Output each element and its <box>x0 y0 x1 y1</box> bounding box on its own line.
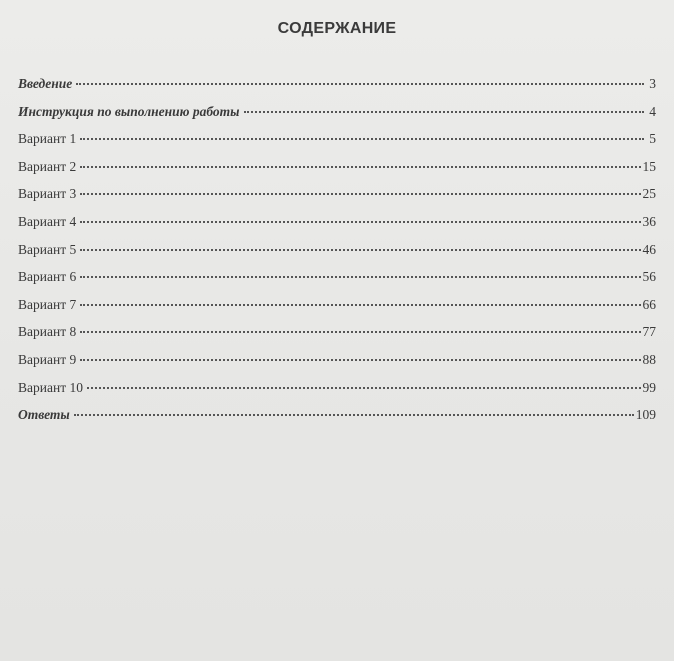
toc-entry-label: Вариант 8 <box>18 324 77 340</box>
toc-entry-page: 99 <box>642 379 656 395</box>
toc-entry-page: 15 <box>642 158 656 174</box>
toc-entry-label: Вариант 9 <box>18 351 77 367</box>
toc-entry-page: 109 <box>635 407 656 423</box>
toc-entry-label: Вариант 4 <box>18 213 77 229</box>
toc-entry-variant-9 <box>18 352 656 380</box>
toc-entry-page: 5 <box>649 131 656 147</box>
dot-leader <box>80 221 640 223</box>
toc-entry-variant-3 <box>18 186 656 214</box>
toc-entry-label: Вариант 10 <box>18 379 83 395</box>
dot-leader <box>80 359 640 361</box>
dot-leader <box>80 276 640 278</box>
dot-leader <box>80 249 640 251</box>
toc-entry-page: 56 <box>642 269 656 285</box>
toc-entry-label: Вариант 6 <box>18 269 77 285</box>
toc-entry-variant-4 <box>18 214 656 242</box>
toc-entry-instructions <box>18 104 656 132</box>
toc-entry-label: Ответы <box>18 407 70 423</box>
dot-leader <box>87 387 641 389</box>
dot-leader <box>76 83 644 85</box>
toc-entry-variant-5 <box>18 242 656 270</box>
toc-entry-label: Вариант 5 <box>18 241 77 257</box>
toc-entry-variant-1 <box>18 131 656 159</box>
dot-leader <box>80 138 644 140</box>
toc-entry-label: Введение <box>18 76 73 91</box>
toc-entry-page: 88 <box>642 351 656 367</box>
toc-entry-page: 66 <box>642 296 656 312</box>
toc-entry-page: 4 <box>649 103 656 119</box>
dot-leader <box>244 111 644 113</box>
toc-entry-variant-8 <box>18 324 656 352</box>
toc-entry-answers <box>18 407 656 435</box>
toc-entry-page: 46 <box>642 241 656 257</box>
toc-entry-page: 77 <box>642 324 656 340</box>
dot-leader <box>80 304 640 306</box>
toc-entry-page: 3 <box>649 76 656 91</box>
toc-entry-variant-6 <box>18 269 656 297</box>
toc-entry-page: 36 <box>642 213 656 229</box>
dot-leader <box>74 414 634 416</box>
toc-entry-label: Инструкция по выполнению работы <box>18 103 240 119</box>
toc-entry-label: Вариант 7 <box>18 296 77 312</box>
page-title: СОДЕРЖАНИЕ <box>277 20 397 37</box>
dot-leader <box>80 166 640 168</box>
toc-entry-variant-10 <box>18 380 656 408</box>
table-of-contents <box>18 76 656 435</box>
toc-entry-variant-2 <box>18 159 656 187</box>
toc-entry-label: Вариант 2 <box>18 158 77 174</box>
toc-entry-variant-7 <box>18 297 656 325</box>
toc-entry-label: Вариант 1 <box>18 131 77 147</box>
dot-leader <box>80 331 640 333</box>
toc-entry-introduction <box>18 76 656 104</box>
toc-entry-page: 25 <box>642 186 656 202</box>
dot-leader <box>80 193 640 195</box>
toc-entry-label: Вариант 3 <box>18 186 77 202</box>
